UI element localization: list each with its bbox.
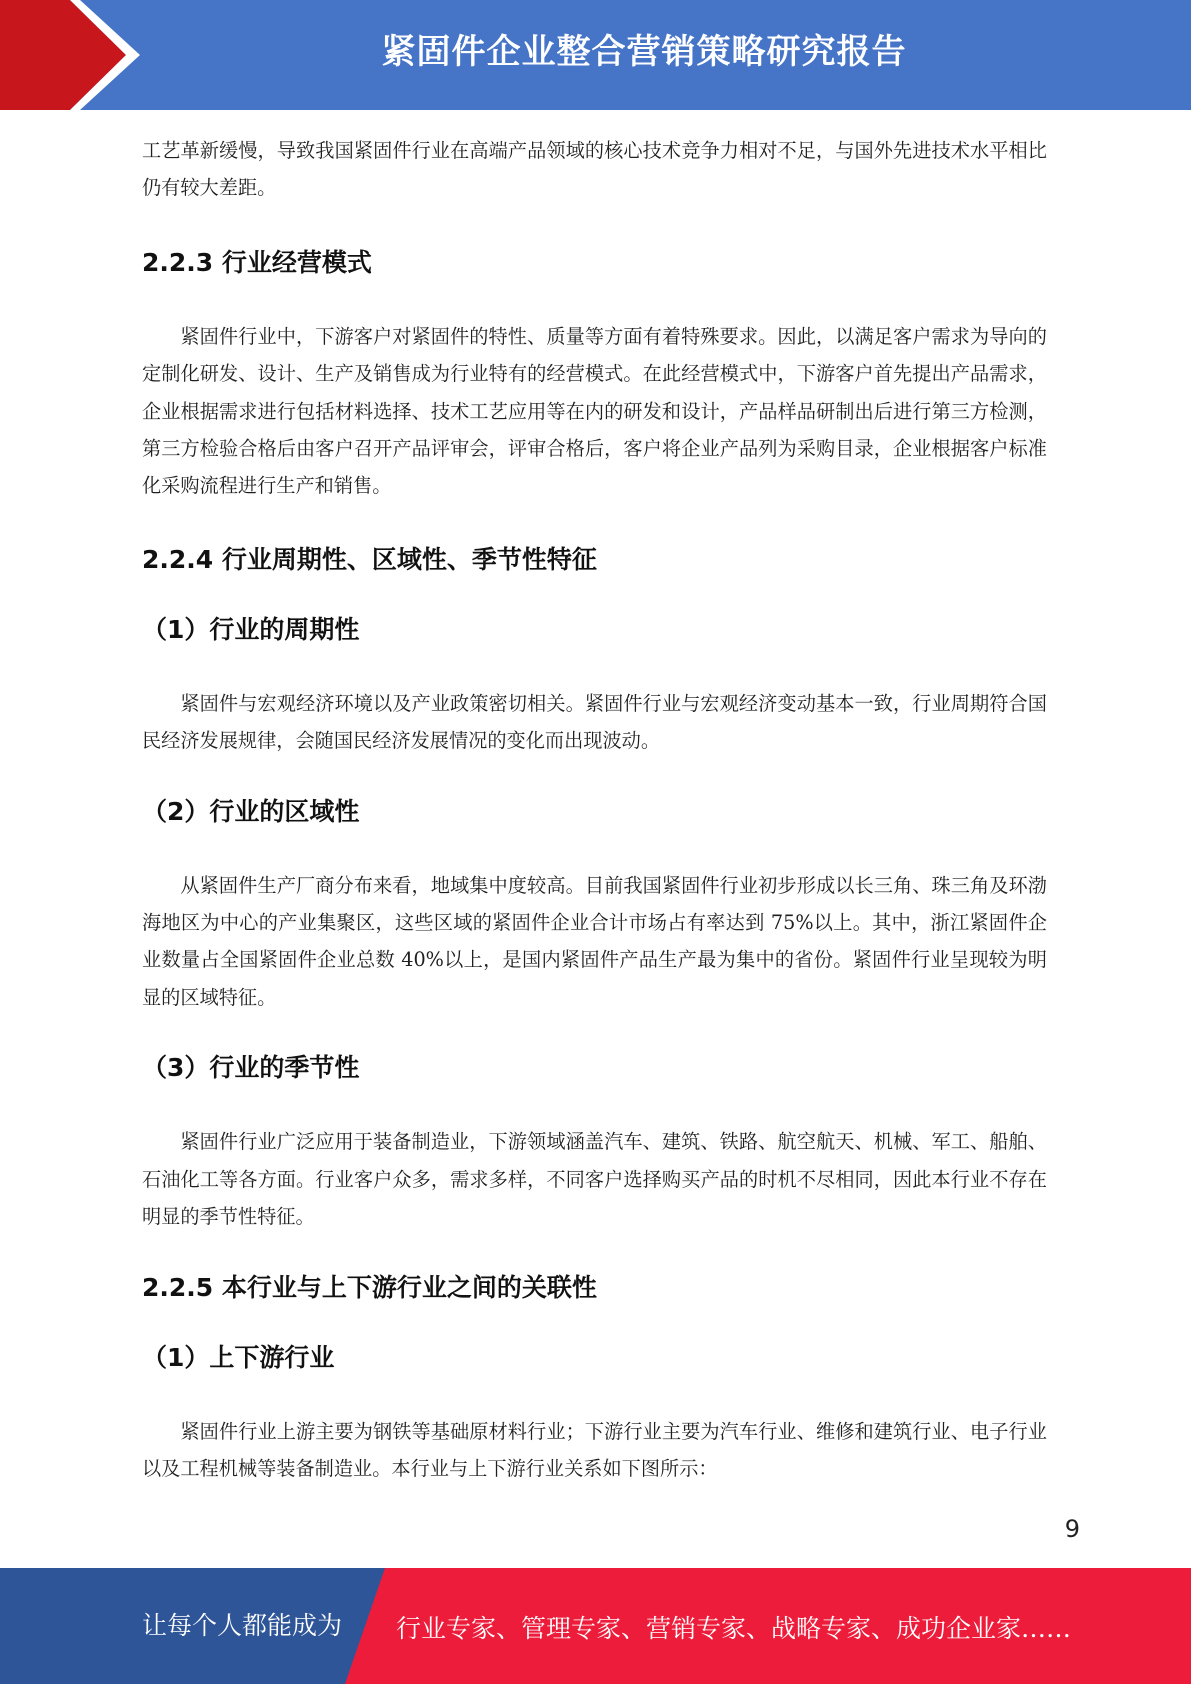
page-footer — [0, 1568, 1191, 1684]
report-title: 紧固件企业整合营销策略研究报告 — [381, 32, 907, 72]
footer-slogan-left: 让每个人都能成为 — [142, 1611, 343, 1640]
upstream-downstream-paragraph: 紧固件行业上游主要为钢铁等基础原材料行业；下游行业主要为汽车行业、维修和建筑行业、电子行业以及工程机械等装备制造业。本行业与上下游行业关系如下图所示： — [142, 1419, 1047, 1480]
page-body — [142, 132, 1047, 1487]
page-header — [0, 0, 1191, 110]
section-2-2-3-paragraph: 紧固件行业中，下游客户对紧固件的特性、质量等方面有着特殊要求。因此，以满足客户需求为导向的定制化研发、设计、生产及销售成为行业特有的经营模式。在此经营模式中，下游客户首先提出产品需求，企业根据需求进行包括材料选择、技术工艺应用等在内的研发和设计，产品样品研制出后进行第三方检测，第三方检验合格后由客户召开产品评审会，评审合格后，客户将企业产品列为采购目录，企业根据客户标准化采购流程进行生产和销售。 — [142, 324, 1047, 498]
regionality-paragraph: 从紧固件生产厂商分布来看，地域集中度较高。目前我国紧固件行业初步形成以长三角、珠三角及环渤海地区为中心的产业集聚区，这些区域的紧固件企业合计市场占有率达到 75%以上。其中，浙江紧固件企业数量占全国紧固件企业总数 40%以上，是国内紧固件产品生产最为集中的省份。紧固件行业呈现较为明显的区域特征。 — [142, 873, 1047, 1009]
section-heading-2-2-5: 2.2.5 本行业与上下游行业之间的关联性 — [142, 1272, 597, 1302]
subheading-cyclicality: （1）行业的周期性 — [142, 614, 360, 644]
section-heading-2-2-4: 2.2.4 行业周期性、区域性、季节性特征 — [142, 544, 597, 574]
section-heading-2-2-3: 2.2.3 行业经营模式 — [142, 247, 372, 277]
subheading-seasonality: （3）行业的季节性 — [142, 1053, 360, 1083]
seasonality-paragraph: 紧固件行业广泛应用于装备制造业，下游领域涵盖汽车、建筑、铁路、航空航天、机械、军工、船舶、石油化工等各方面。行业客户众多，需求多样，不同客户选择购买产品的时机不尽相同，因此本行业不存在明显的季节性特征。 — [142, 1130, 1047, 1229]
footer-slogan-right: 行业专家、管理专家、营销专家、战略专家、成功企业家…… — [396, 1614, 1072, 1643]
page-number: 9 — [1064, 1515, 1080, 1543]
subheading-upstream-downstream: （1）上下游行业 — [142, 1342, 335, 1372]
cyclicality-paragraph: 紧固件与宏观经济环境以及产业政策密切相关。紧固件行业与宏观经济变动基本一致，行业周期符合国民经济发展规律，会随国民经济发展情况的变化而出现波动。 — [142, 691, 1047, 753]
intro-paragraph: 工艺革新缓慢，导致我国紧固件行业在高端产品领域的核心技术竞争力相对不足，与国外先进技术水平相比仍有较大差距。 — [142, 139, 1047, 200]
header-red-chevron — [0, 0, 160, 110]
subheading-regionality: （2）行业的区域性 — [142, 796, 360, 826]
